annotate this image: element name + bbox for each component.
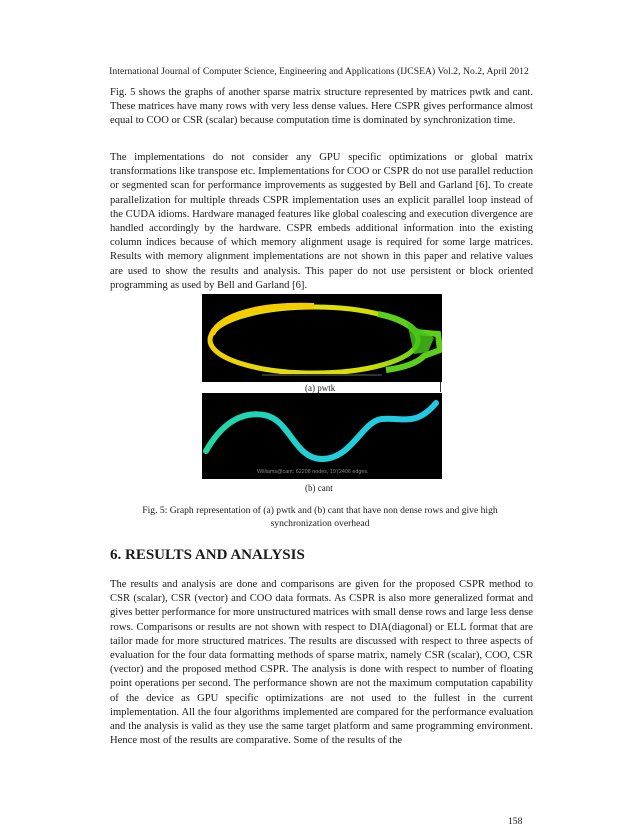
section-heading: 6. RESULTS AND ANALYSIS — [110, 547, 305, 563]
paragraph-3: The results and analysis are done and comparisons are given for the proposed CSPR method to CSR (scalar), CSR (vector) and COO data formats. As CSPR is also more generalized format and gives better performance for more unstructured matrices with small dense rows and large less dense rows. Comparisons or results are not shown with respect to DIA(diagonal) or ELL format that are tailor made for more structured matrices. The results are discussed with respect to three aspects of evaluation for the four data formatting methods of sparse matrix, namely CSR (scalar), COO, CSR (vector) and the proposed method CSPR. The analysis is done with respect to number of floating point operations per second. The performance shown are not the maximum computation capability of the device as GPU specific optimizations are not used to the fullest in the current implementation. All the four algorithms implemented are compared for the performance evaluation and the analysis is valid as they use the same target platform and same programming environment. Hence most of the results are comparative. Some of the results of the — [110, 579, 533, 747]
figure-caption-line-1: Fig. 5: Graph representation of (a) pwtk and (b) cant that have non dense rows and give high — [142, 505, 498, 516]
figure-caption — [120, 504, 520, 530]
paragraph-1: Fig. 5 shows the graphs of another sparse matrix structure represented by matrices pwtk and cant. These matrices have many rows with very less dense values. Here CSPR gives performance almost equal to COO or CSR (scalar) because computation time is dominated by synchronization time. — [110, 87, 533, 127]
cant-inset-caption: Williams@cant: 62208 nodes, 1972406 edges. — [257, 469, 369, 475]
figure-pwtk-image — [202, 294, 442, 382]
figure-cant-image — [202, 393, 442, 479]
page-number: 158 — [508, 816, 523, 827]
pwtk-graph — [202, 294, 442, 382]
subfigure-label-a: (a) pwtk — [305, 383, 336, 393]
figure-caption-line-2: synchronization overhead — [270, 518, 370, 529]
subfigure-label-b: (b) cant — [305, 483, 333, 493]
cant-graph — [202, 393, 442, 479]
running-header: International Journal of Computer Science, Engineering and Applications (IJCSEA) Vol.2, No.2, April 2012 — [109, 66, 529, 77]
paragraph-2: The implementations do not consider any GPU specific optimizations or global matrix transformations like transpose etc. Implementations for COO or CSPR do not use parallel reduction or segmented scan for performance improvements as suggested by Bell and Garland [6]. To create parallelization for multiple threads CSPR implementation uses an explicit parallel loop instead of the CUDA idioms. Hardware managed features like global coalescing and execution divergence are handled accordingly by the hardware. CSPR embeds additional information into the existing column indices because of which memory alignment usage is required for some large matrices. Results with memory alignment implementations are not shown in this paper and relative values are used to show the results and analysis. This paper do not use persistent or block oriented programming as used by Bell and Garland [6]. — [110, 152, 533, 291]
figure-marker — [440, 382, 441, 392]
